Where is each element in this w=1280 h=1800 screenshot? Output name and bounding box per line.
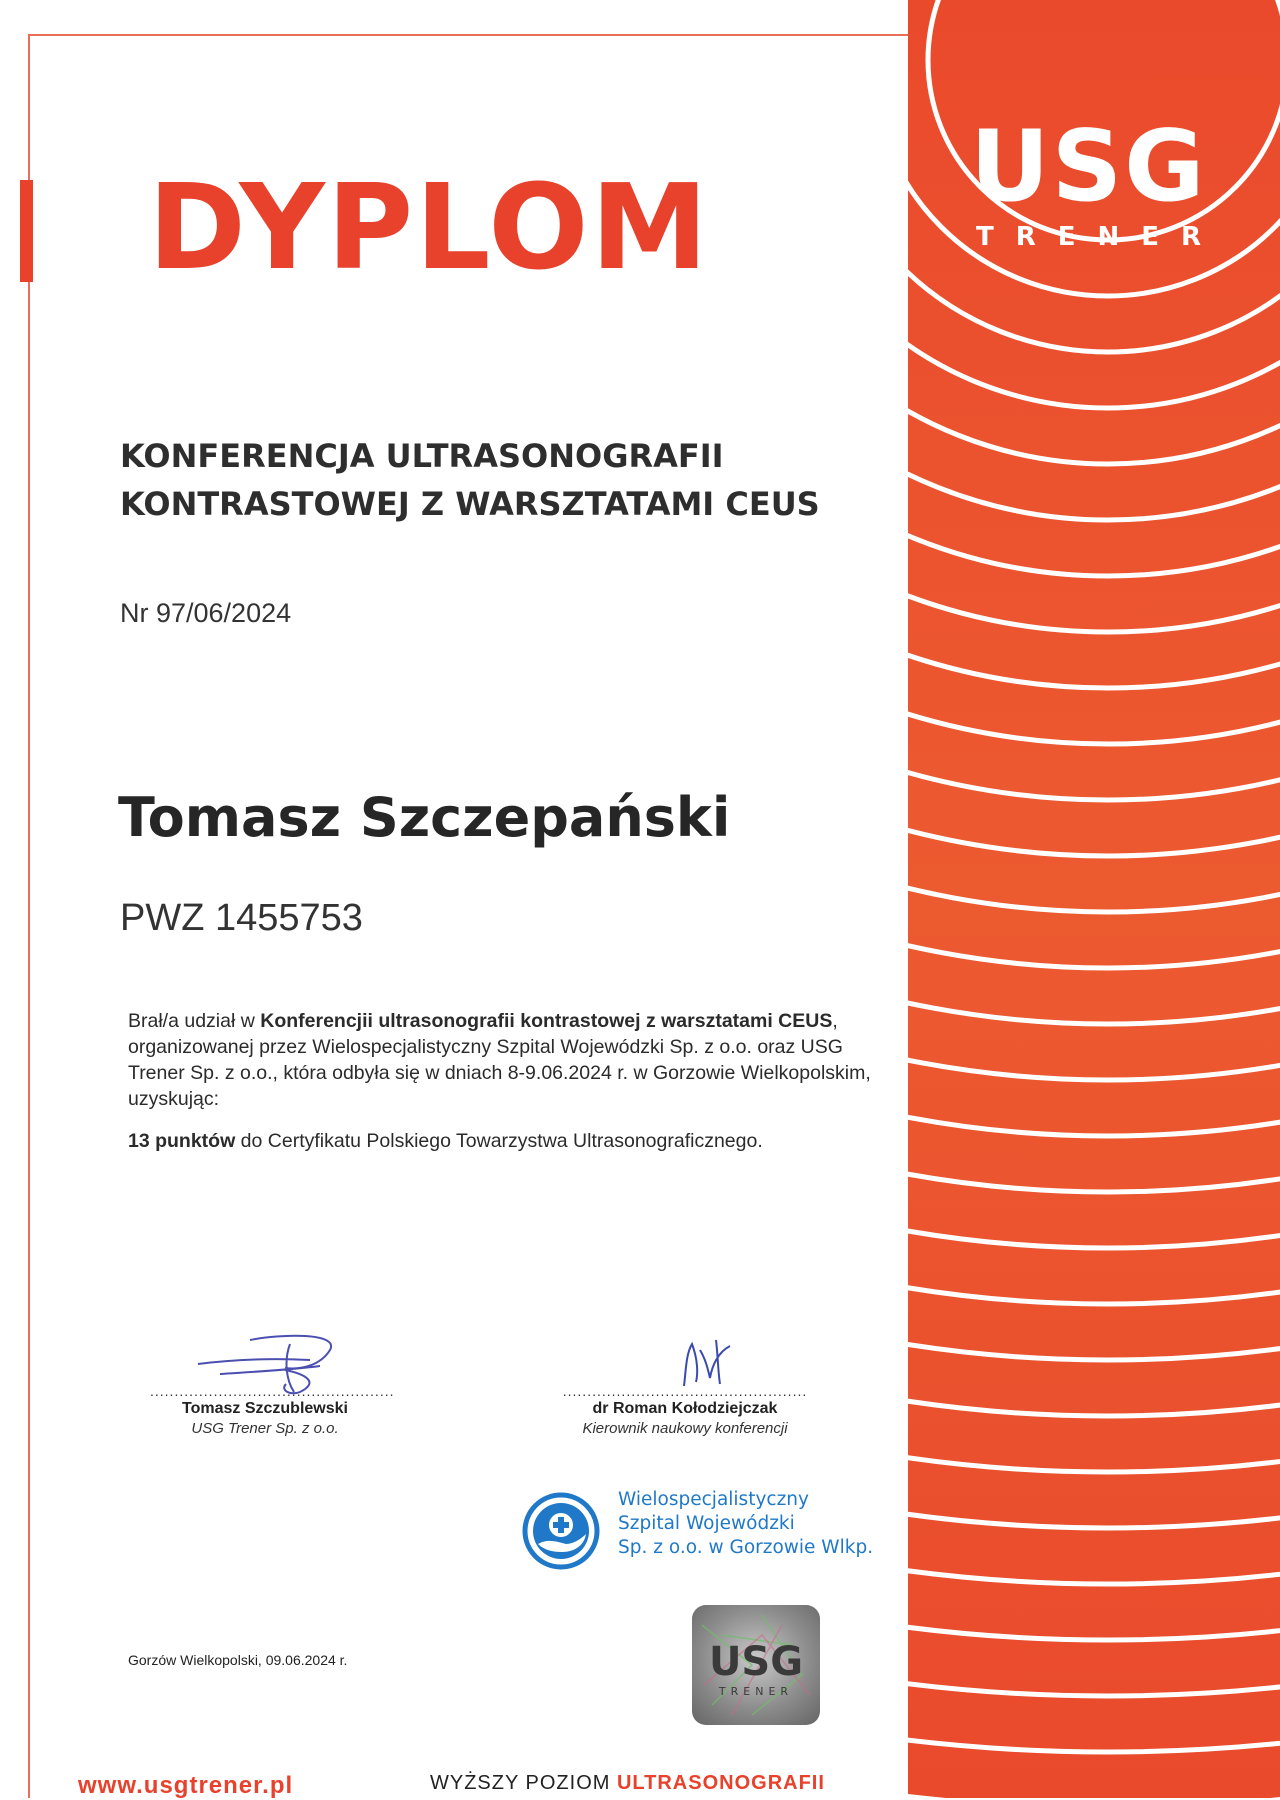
decorative-band — [908, 0, 1280, 1798]
points-description: do Certyfikatu Polskiego Towarzystwa Ultrasonograficznego. — [235, 1130, 763, 1152]
signature-left — [150, 1383, 395, 1437]
event-title-line2: KONTRASTOWEJ Z WARSZTATAMI CEUS — [120, 485, 820, 523]
recipient-pwz: PWZ 1455753 — [120, 897, 363, 939]
hologram-graphic — [692, 1605, 820, 1725]
hospital-line2: Szpital Wojewódzki — [618, 1513, 795, 1534]
signature-right-name: dr Roman Kołodziejczak — [592, 1400, 778, 1417]
signature-right-role: Kierownik naukowy konferencji — [582, 1420, 788, 1437]
signature-right-image — [672, 1330, 752, 1390]
paragraph-event-name: Konferencjii ultrasonografii kontrastowej z warsztatami CEUS — [260, 1010, 833, 1032]
footer-tagline — [430, 1772, 825, 1795]
hospital-line3: Sp. z o.o. w Gorzowie Wlkp. — [618, 1537, 874, 1558]
signature-right — [560, 1383, 810, 1437]
hospital-logo — [522, 1488, 902, 1578]
signature-left-role: USG Trener Sp. z o.o. — [191, 1420, 339, 1437]
footer-tagline-plain: WYŻSZY POZIOM — [430, 1772, 617, 1794]
footer-tagline-accent: ULTRASONOGRAFII — [616, 1772, 825, 1794]
logo-usg-text: USG — [970, 110, 1207, 224]
hologram-usg: USG — [708, 1639, 804, 1685]
place-date: Gorzów Wielkopolski, 09.06.2024 r. — [128, 1652, 348, 1668]
hospital-name — [618, 1488, 873, 1560]
points-paragraph — [128, 1130, 888, 1153]
usg-trener-logo — [970, 110, 1232, 252]
event-title-line1: KONFERENCJA ULTRASONOGRAFII — [120, 437, 724, 475]
diploma-number: Nr 97/06/2024 — [120, 598, 292, 628]
signature-right-line: .................................................. — [562, 1383, 808, 1399]
frame-top-border — [28, 34, 910, 36]
hologram-trener: TRENER — [718, 1685, 794, 1698]
recipient-name: Tomasz Szczepański — [118, 786, 731, 849]
signature-left-line: .................................................. — [150, 1383, 395, 1399]
event-title — [120, 432, 910, 528]
diploma-title: DYPLOM — [148, 158, 711, 296]
signature-left-name: Tomasz Szczublewski — [182, 1400, 348, 1417]
left-accent-bar — [20, 180, 33, 282]
logo-trener-text: TRENER — [976, 222, 1224, 252]
participation-paragraph — [128, 1008, 888, 1112]
hospital-line1: Wielospecjalistyczny — [618, 1489, 809, 1510]
hospital-hand-plus-icon — [522, 1492, 600, 1570]
footer-website-link[interactable]: www.usgtrener.pl — [78, 1772, 294, 1799]
paragraph-intro: Brał/a udział w — [128, 1010, 261, 1032]
points-count: 13 punktów — [128, 1130, 236, 1152]
hologram-sticker — [692, 1605, 820, 1725]
frame-left-border — [28, 34, 30, 1798]
paragraph-rest: , organizowanej przez Wielospecjalistyczny Szpital Wojewódzki Sp. z o.o. oraz USG Trener Sp. z o.o., która odbyła się w dniach 8-9.06.2024 r. w Gorzowie Wielkopolskim, uzyskując: — [128, 1010, 871, 1110]
